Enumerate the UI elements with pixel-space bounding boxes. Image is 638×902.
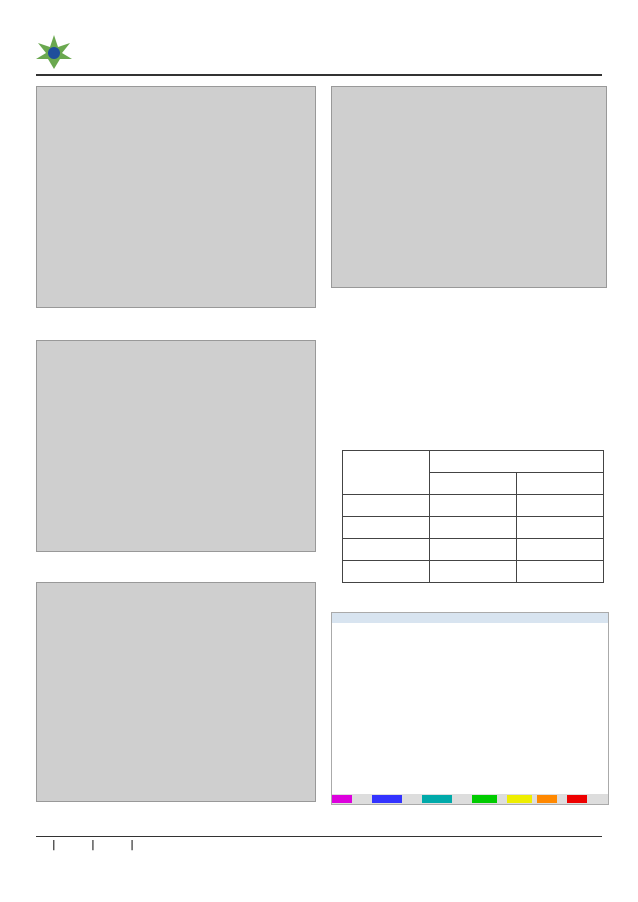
header-rule: [36, 74, 602, 76]
table-cell-x: [430, 561, 517, 583]
table-row: [343, 539, 604, 561]
table-cell-y: [517, 495, 604, 517]
table-row: [343, 561, 604, 583]
irjet-logo: [34, 33, 74, 77]
hinge-formation-image: [331, 612, 609, 805]
table-cell-x: [430, 495, 517, 517]
table-header-x: [430, 473, 517, 495]
table-cell-model: [343, 495, 430, 517]
table-cell-model: [343, 539, 430, 561]
performance-chart-model3-x: [36, 86, 316, 308]
table-cell-x: [430, 517, 517, 539]
performance-chart-model3-y: [36, 340, 316, 552]
table-row: [343, 495, 604, 517]
footer-rule: [36, 836, 602, 837]
table-cell-y: [517, 561, 604, 583]
performance-chart-model4-y: [331, 86, 607, 288]
performance-chart-model4-x: [36, 582, 316, 802]
table-header-y: [517, 473, 604, 495]
footer: | | |: [52, 840, 134, 851]
table-row: [343, 517, 604, 539]
table-cell-y: [517, 517, 604, 539]
table-header-base-force: [430, 451, 604, 473]
table-cell-model: [343, 561, 430, 583]
base-shear-table: [342, 450, 604, 583]
table-cell-x: [430, 539, 517, 561]
table-cell-model: [343, 517, 430, 539]
table-cell-y: [517, 539, 604, 561]
table-header-models: [343, 451, 430, 495]
